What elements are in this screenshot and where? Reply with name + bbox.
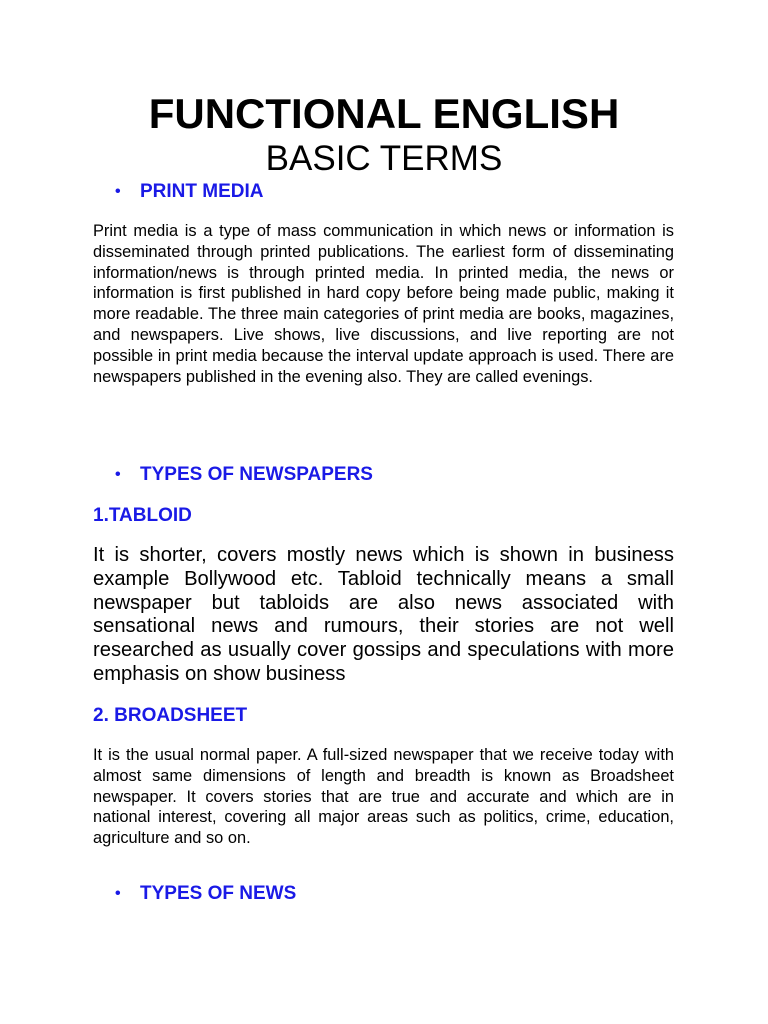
print-media-paragraph: Print media is a type of mass communication in which news or information is disseminated through printed publications. The earliest form of disseminating information/news is through printed media. In printed media, the news or information is first published in hard copy before being made public, making it more readable. The three main categories of print media are books, magazines, and newspapers. Live shows, live discussions, and live reporting are not possible in print media because the interval update approach is used. There are newspapers published in the evening also. They are called evenings.	[93, 222, 674, 386]
subsection-heading-tabloid: 1.TABLOID	[93, 505, 192, 526]
tabloid-paragraph: It is shorter, covers mostly news which is shown in business example Bollywood etc. Tabloid technically means a small newspaper but tabloids are also news associated with sensational news and rumours, their stories are not well researched as usually cover gossips and speculations with more emphasis on show business	[93, 544, 674, 685]
section-heading-label: PRINT MEDIA	[140, 181, 264, 202]
bullet-icon: •	[115, 466, 121, 483]
document-subtitle: BASIC TERMS	[265, 139, 503, 178]
bullet-icon: •	[115, 183, 121, 200]
bullet-icon: •	[115, 885, 121, 902]
broadsheet-paragraph: It is the usual normal paper. A full-sized newspaper that we receive today with almost same dimensions of length and breadth is known as Broadsheet newspaper. It covers stories that are true and accurate and which are in national interest, covering all major areas such as politics, crime, education, agriculture and so on.	[93, 746, 674, 848]
document-title: FUNCTIONAL ENGLISH	[148, 90, 620, 137]
section-heading-label: TYPES OF NEWS	[140, 883, 297, 904]
section-heading-label: TYPES OF NEWSPAPERS	[140, 464, 373, 485]
subsection-heading-broadsheet: 2. BROADSHEET	[93, 705, 248, 726]
